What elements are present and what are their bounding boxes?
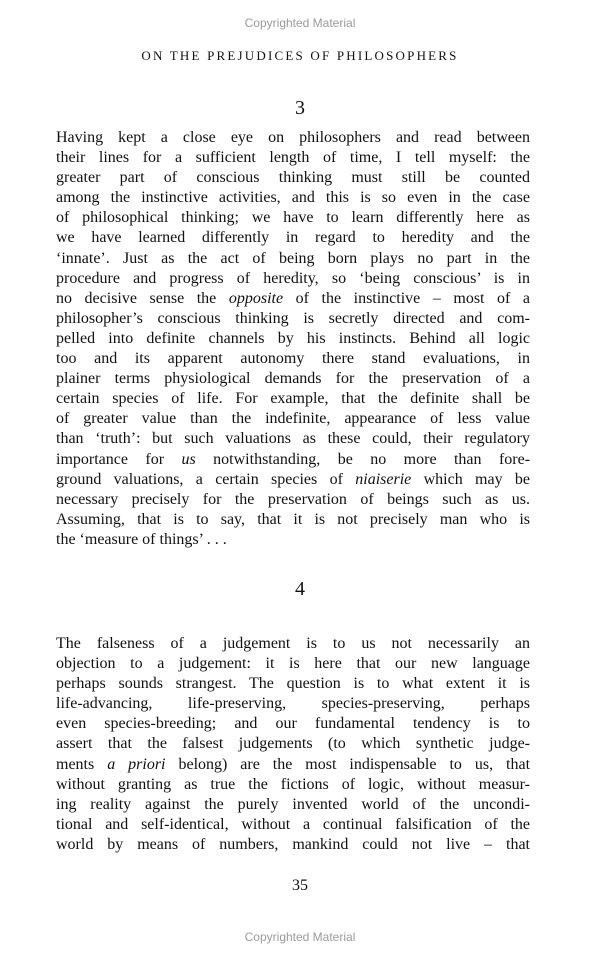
text-line: than ‘truth’: but such valuations as these could, their regulatory bbox=[56, 430, 530, 448]
text-line: world by means of numbers, mankind could not live – that bbox=[56, 835, 530, 853]
section-3-paragraph bbox=[56, 128, 530, 550]
text-line: necessary precisely for the preservation of beings such as us. bbox=[56, 490, 530, 508]
text-line: Having kept a close eye on philosophers and read between bbox=[56, 129, 530, 146]
text-line: philosopher’s conscious thinking is secretly directed and com- bbox=[56, 309, 530, 327]
running-head: ON THE PREJUDICES OF PHILOSOPHERS bbox=[141, 48, 459, 63]
text-line: objection to a judgement: it is here that our new language bbox=[56, 655, 530, 673]
text-segment: ground valuations, a certain species of bbox=[56, 470, 343, 488]
italic-word-opposite: opposite bbox=[228, 289, 284, 307]
text-line: ‘innate’. Just as the act of being born plays no part in the bbox=[56, 249, 530, 267]
text-line bbox=[56, 755, 530, 775]
italic-phrase-a-priori: a priori bbox=[107, 755, 166, 773]
text-line: pelled into definite channels by his instincts. Behind all logic bbox=[56, 329, 530, 347]
section-number-3: 3 bbox=[295, 97, 305, 119]
text-line: perhaps sounds strangest. The question is to what extent it is bbox=[56, 675, 530, 693]
text-line: their lines for a sufficient length of time, I tell myself: the bbox=[56, 149, 530, 167]
text-line: of greater value than the indefinite, appearance of less value bbox=[56, 410, 530, 428]
text-line: we have learned differently in regard to heredity and the bbox=[56, 229, 530, 247]
text-line: even species-breeding; and our fundamental tendency is to bbox=[56, 715, 530, 733]
text-line: among the instinctive activities, and this is so even in the case bbox=[56, 189, 530, 207]
text-segment: ments bbox=[56, 755, 95, 773]
italic-word-us: us bbox=[181, 450, 196, 468]
text-segment: belong) are the most indispensable to us, that bbox=[178, 755, 531, 773]
italic-word-niaiserie: niaiserie bbox=[355, 470, 412, 488]
section-number-4: 4 bbox=[295, 578, 305, 600]
text-line: life-advancing, life-preserving, species-preserving, perhaps bbox=[56, 695, 530, 713]
copyright-watermark-top: Copyrighted Material bbox=[244, 16, 356, 30]
text-line: ing reality against the purely invented world of the uncondi- bbox=[56, 795, 530, 813]
text-line bbox=[56, 470, 530, 490]
text-segment: importance for bbox=[56, 450, 165, 468]
text-segment: of the instinctive – most of a bbox=[295, 289, 531, 307]
text-line: plainer terms physiological demands for the preservation of a bbox=[56, 370, 530, 388]
text-line: tional and self-identical, without a continual falsification of the bbox=[56, 815, 530, 833]
text-line: certain species of life. For example, that the definite shall be bbox=[56, 390, 530, 408]
text-line: procedure and progress of heredity, so ‘being conscious’ is in bbox=[56, 269, 530, 287]
text-line: Assuming, that is to say, that it is not precisely man who is bbox=[56, 510, 530, 528]
page-number: 35 bbox=[292, 877, 308, 894]
text-line: greater part of conscious thinking must still be counted bbox=[56, 169, 530, 187]
text-line: without granting as true the fictions of logic, without measur- bbox=[56, 775, 530, 793]
section-4-paragraph bbox=[56, 634, 530, 855]
text-line: of philosophical thinking; we have to learn differently here as bbox=[56, 209, 530, 227]
text-line: the ‘measure of things’ . . . bbox=[56, 530, 227, 548]
text-line bbox=[56, 289, 530, 309]
text-segment: notwithstanding, be no more than fore- bbox=[213, 450, 531, 468]
text-line bbox=[56, 450, 530, 470]
text-line: too and its apparent autonomy there stand evaluations, in bbox=[56, 350, 530, 368]
text-line: The falseness of a judgement is to us not necessarily an bbox=[56, 635, 530, 652]
text-segment: which may be bbox=[423, 470, 531, 488]
text-line: assert that the falsest judgements (to which synthetic judge- bbox=[56, 735, 530, 753]
text-segment: no decisive sense the bbox=[56, 289, 217, 307]
copyright-watermark-bottom: Copyrighted Material bbox=[244, 930, 356, 944]
